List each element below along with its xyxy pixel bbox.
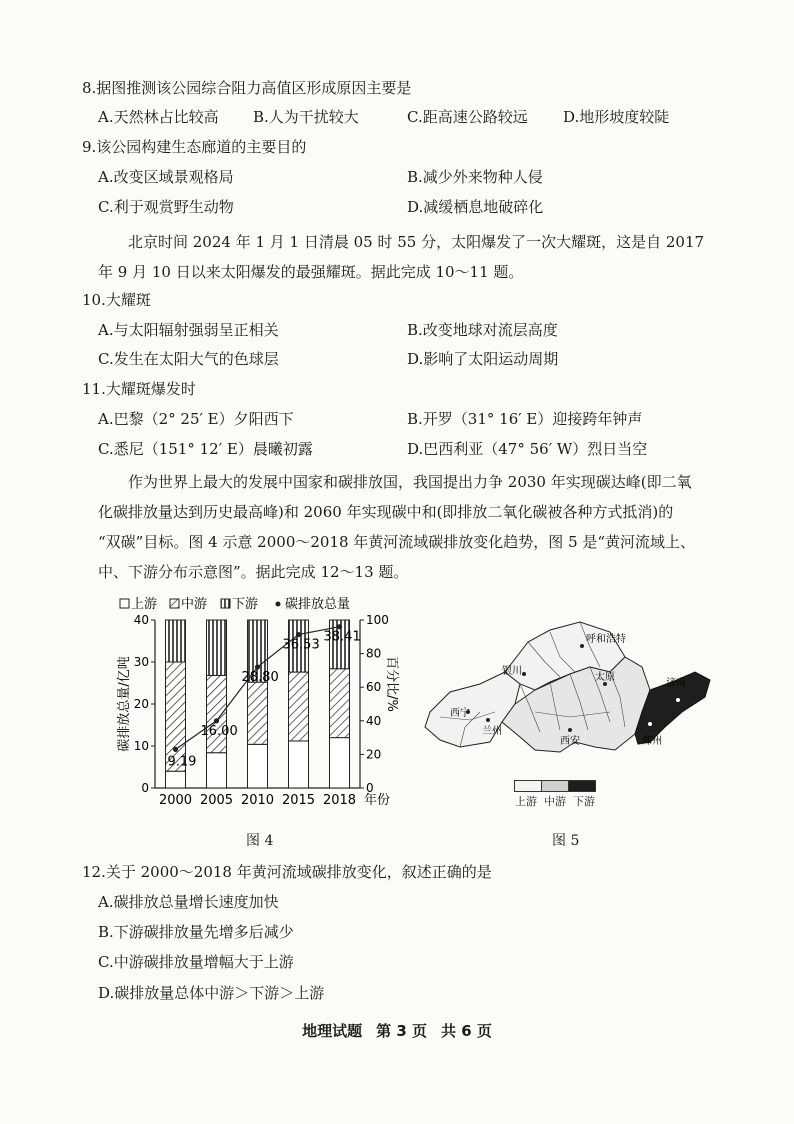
- total-point: [255, 664, 260, 669]
- q9-stem: 9.该公园构建生态廊道的主要目的: [82, 138, 307, 156]
- x-tick-label: 2015: [281, 793, 316, 808]
- right-axis-title: 百分比/%: [384, 656, 399, 712]
- total-data-label: 16.00: [200, 723, 238, 739]
- q10-option-c: C.发生在太阳大气的色球层: [98, 350, 279, 368]
- total-data-label: 9.19: [167, 754, 197, 770]
- left-tick-label: 40: [133, 613, 149, 627]
- passage2-line3: “双碳”目标。图 4 示意 2000～2018 年黄河流域碳排放变化趋势，图 5 是“黄河流域上、: [98, 533, 696, 551]
- x-tick-label: 2010: [240, 793, 275, 808]
- q11-option-a: A.巴黎（2° 25′ E）夕阳西下: [98, 410, 294, 428]
- x-tick-label: 2000: [158, 793, 193, 808]
- footer-total: 共 6 页: [441, 1022, 492, 1040]
- map-upper-region: [425, 672, 520, 747]
- left-axis-title: 碳排放总量/亿吨: [117, 656, 132, 752]
- map-legend-upper-swatch: [514, 780, 542, 792]
- city-jinan: 济南: [666, 678, 686, 689]
- passage2-line2: 化碳排放量达到历史最高峰)和 2060 年实现碳中和(即排放二氧化碳被各种方式抵消)的: [98, 503, 674, 521]
- q12-option-c: C.中游碳排放量增幅大于上游: [98, 953, 294, 971]
- map-legend-middle-swatch: [541, 780, 569, 792]
- bar-middle: [207, 675, 227, 752]
- map-legend-lower: 下游: [573, 795, 595, 808]
- q10-option-a: A.与太阳辐射强弱呈正相关: [98, 321, 279, 339]
- figure5-caption: 图 5: [552, 833, 580, 849]
- footer-page: 第 3 页: [376, 1022, 427, 1040]
- city-lanzhou: 兰州: [482, 726, 502, 737]
- bar-middle: [289, 672, 309, 741]
- left-tick-label: 30: [133, 655, 149, 669]
- right-tick-label: 0: [366, 781, 374, 795]
- right-tick-label: 80: [366, 646, 382, 661]
- q8-stem: 8.据图推测该公园综合阻力高值区形成原因主要是: [82, 79, 412, 97]
- q9-option-c: C.利于观赏野生动物: [98, 198, 234, 216]
- map-legend-upper: 上游: [515, 795, 537, 808]
- total-data-label: 36.53: [282, 637, 320, 653]
- right-tick-label: 100: [366, 613, 389, 627]
- figure4-caption: 图 4: [246, 833, 274, 849]
- q8-option-a: A.天然林占比较高: [98, 108, 219, 126]
- q8-option-c: C.距高速公路较远: [407, 108, 528, 126]
- passage2-line1: 作为世界上最大的发展中国家和碳排放国，我国提出力争 2030 年实现碳达峰(即二氧: [128, 473, 692, 491]
- legend-total-marker: [276, 602, 281, 607]
- q11-option-d: D.巴西利亚（47° 56′ W）烈日当空: [407, 440, 648, 458]
- q12-option-a: A.碳排放总量增长速度加快: [98, 893, 279, 911]
- q11-option-b: B.开罗（31° 16′ E）迎接跨年钟声: [407, 410, 643, 428]
- q12-option-d: D.碳排放量总体中游＞下游＞上游: [98, 984, 325, 1002]
- q9-option-d: D.减缓栖息地破碎化: [407, 198, 544, 216]
- figure4-chart: [108, 592, 408, 822]
- bar-lower: [166, 620, 186, 662]
- right-tick-label: 60: [366, 680, 382, 695]
- left-tick-label: 20: [133, 697, 149, 711]
- bar-upper: [248, 744, 268, 788]
- city-xining: 西宁: [450, 708, 470, 719]
- city-zhengzhou: 郑州: [642, 736, 662, 747]
- q10-option-b: B.改变地球对流层高度: [407, 321, 558, 339]
- x-axis-title: 年份: [364, 793, 391, 808]
- left-tick-label: 0: [141, 781, 149, 795]
- bar-upper: [289, 741, 309, 788]
- total-point: [214, 718, 219, 723]
- bar-upper: [207, 753, 227, 788]
- bar-upper: [166, 771, 186, 788]
- map-legend-middle: 中游: [544, 795, 566, 808]
- x-tick-label: 2018: [322, 793, 357, 808]
- q12-stem: 12.关于 2000～2018 年黄河流域碳排放变化，叙述正确的是: [82, 863, 492, 881]
- q8-option-d: D.地形坡度较陡: [563, 108, 670, 126]
- legend-lower-label: 下游: [232, 597, 259, 612]
- total-point: [337, 624, 342, 629]
- city-huhehaote: 呼和浩特: [586, 634, 626, 645]
- map-legend-lower-swatch: [568, 780, 596, 792]
- legend-upper-label: 上游: [131, 597, 158, 612]
- total-data-label: 38.41: [323, 629, 361, 645]
- q8-option-b: B.人为干扰较大: [253, 108, 359, 126]
- x-tick-label: 2005: [199, 793, 234, 808]
- q11-option-c: C.悉尼（151° 12′ E）晨曦初露: [98, 440, 313, 458]
- legend-upper-swatch: [120, 599, 129, 608]
- bar-middle: [248, 682, 268, 744]
- right-tick-label: 40: [366, 713, 382, 728]
- total-point: [173, 747, 178, 752]
- q12-option-b: B.下游碳排放量先增多后减少: [98, 923, 294, 941]
- total-data-label: 28.80: [241, 670, 279, 686]
- total-point: [296, 632, 301, 637]
- legend-middle-label: 中游: [181, 597, 208, 612]
- city-xian: 西安: [560, 736, 580, 747]
- page-footer: [0, 1020, 794, 1041]
- q10-stem: 10.大耀斑: [82, 291, 151, 309]
- city-yinchuan: 银川: [502, 666, 522, 677]
- footer-subject: 地理试题: [302, 1022, 363, 1040]
- legend-total-label: 碳排放总量: [285, 597, 351, 612]
- passage1-line2: 年 9 月 10 日以来太阳爆发的最强耀斑。据此完成 10～11 题。: [98, 263, 524, 281]
- passage1-line1: 北京时间 2024 年 1 月 1 日清晨 05 时 55 分，太阳爆发了一次大耀斑，这是自 2017: [128, 233, 705, 251]
- bar-middle: [330, 669, 350, 738]
- q9-option-b: B.减少外来物种人侵: [407, 168, 543, 186]
- legend-lower-swatch: [221, 599, 230, 608]
- legend-middle-swatch: [170, 599, 179, 608]
- right-tick-label: 20: [366, 747, 382, 762]
- city-taiyuan: 太原: [595, 672, 615, 683]
- bar-lower: [207, 620, 227, 675]
- q11-stem: 11.大耀斑爆发时: [82, 380, 196, 398]
- left-tick-label: 10: [133, 739, 149, 753]
- q10-option-d: D.影响了太阳运动周期: [407, 350, 559, 368]
- passage2-line4: 中、下游分布示意图”。据此完成 12～13 题。: [98, 563, 409, 581]
- q9-option-a: A.改变区域景观格局: [98, 168, 234, 186]
- bar-upper: [330, 738, 350, 788]
